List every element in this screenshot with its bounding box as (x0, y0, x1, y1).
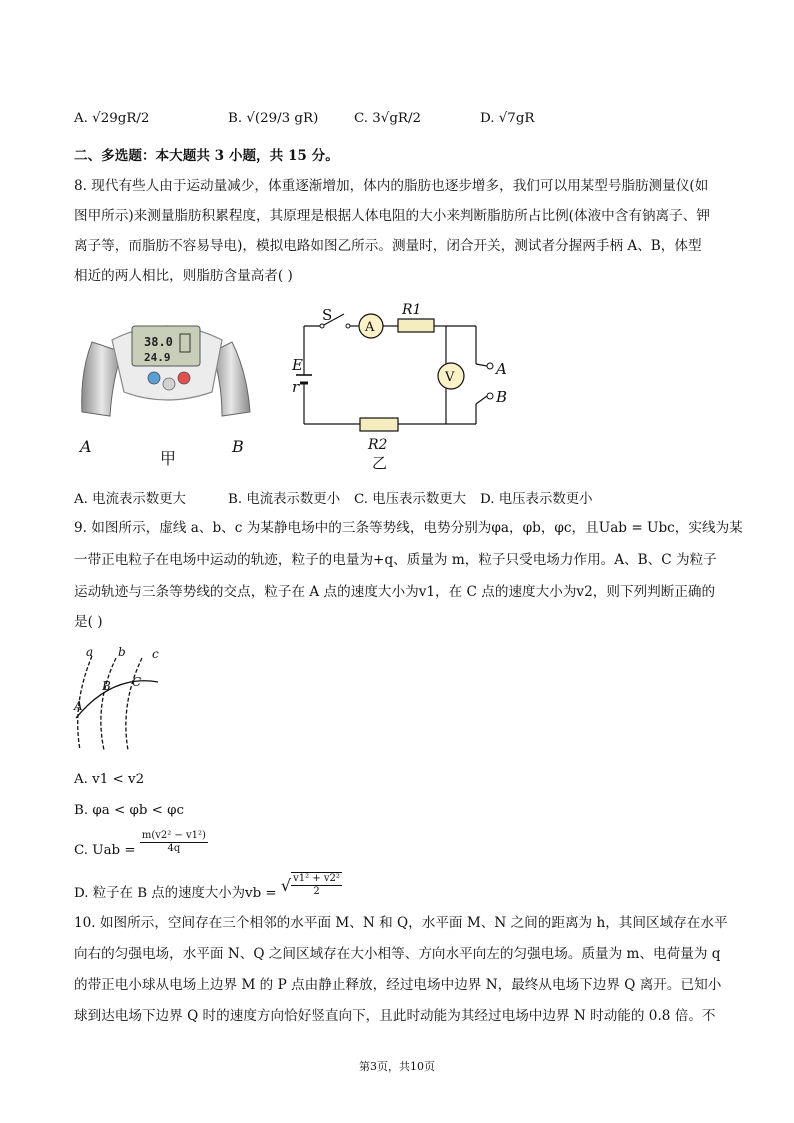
circuit-figure (286, 300, 516, 480)
q8-line-4: 相近的两人相比，则脂肪含量高者( ) (74, 268, 293, 284)
fig-caption-jia: 甲 (160, 449, 177, 468)
terminal-a-label: A (496, 360, 507, 378)
q7-option-a: A. √29gR/2 (74, 111, 150, 126)
point-b-label: B (102, 679, 111, 693)
q9-d-denominator: 2 (313, 886, 320, 897)
internal-r-label: r (292, 378, 300, 396)
r1-label: R1 (402, 302, 422, 318)
q8-option-d: D. 电压表示数更小 (480, 492, 593, 507)
q10-line-1: 10. 如图所示，空间存在三个相邻的水平面 M、N 和 Q，水平面 M、N 之间的距离为 h，其间区域存在水平 (74, 915, 728, 931)
q9-d-numerator: v1² + v2² (293, 873, 340, 884)
q8-line-2: 图甲所示)来测量脂肪积累程度，其原理是根据人体电阻的大小来判断脂肪所占比例(体液中含有钠离子、钾 (74, 208, 710, 224)
section-heading: 二、多选题：本大题共 3 小题，共 15 分。 (74, 148, 339, 164)
fig-label-b: B (232, 437, 244, 456)
point-a-label: A (74, 699, 83, 713)
ammeter-label: A (365, 320, 375, 335)
switch-label: S (322, 306, 333, 324)
q10-line-4: 球到达电场下边界 Q 时的速度方向恰好竖直向下，且此时动能为其经过电场中边界 N 时动能的 0.8 倍。不 (74, 1008, 716, 1024)
q9-option-d: D. 粒子在 B 点的速度大小为vb = √ $\frac{\text{v1² + v2²}}{2}$ (74, 873, 340, 901)
q8-line-3: 离子等，而脂肪不容易导电)，模拟电路如图乙所示。测量时，闭合开关，测试者分握两手柄 A、B，体型 (74, 238, 702, 254)
q10-line-3: 的带正电小球从电场上边界 M 的 P 点由静止释放，经过电场中边界 N，最终从电场下边界 Q 离开。已知小 (74, 977, 722, 993)
line-a-label: a (86, 645, 94, 659)
r2-label: R2 (368, 437, 388, 453)
circuit-caption: 乙 (372, 454, 388, 472)
q9-line-2: 一带正电粒子在电场中运动的轨迹，粒子的电量为+q、质量为 m，粒子只受电场力作用。A、B、C 为粒子 (74, 552, 717, 568)
equipotential-figure (72, 644, 172, 756)
q8-option-b: B. 电流表示数更小 (228, 492, 341, 507)
q8-line-1: 8. 现代有些人由于运动量减少，体重逐渐增加，体内的脂肪也逐步增多，我们可以用某型号脂肪测量仪(如 (74, 178, 709, 194)
q9-line-1: 9. 如图所示，虚线 a、b、c 为某静电场中的三条等势线，电势分别为φa，φb，φc，且Uab = Ubc，实线为某 (74, 520, 743, 536)
fig-label-a: A (80, 437, 92, 456)
page-number: 第3页，共10页 (359, 1060, 435, 1073)
line-b-label: b (118, 645, 126, 659)
q9-line-4: 是( ) (74, 614, 103, 630)
point-c-label: C (132, 675, 142, 689)
q9-option-c: C. Uab = $\frac{\text{m(v2² − v1²)}}{4q}$ (74, 830, 206, 858)
device-readout-1: 38.0 (144, 335, 173, 349)
q9-line-3: 运动轨迹与三条等势线的交点，粒子在 A 点的速度大小为v1，在 C 点的速度大小为v2，则下列判断正确的 (74, 584, 716, 600)
voltmeter-label: V (445, 370, 455, 385)
q7-option-b: B. √(29/3 gR) (228, 111, 319, 126)
q9-c-denominator: 4q (167, 843, 181, 854)
q9-option-a: A. v1 < v2 (74, 772, 145, 787)
q9-c-numerator: m(v2² − v1²) (141, 830, 206, 841)
q7-option-d: D. √7gR (480, 111, 535, 126)
terminal-b-label: B (496, 388, 508, 406)
device-readout-2: 24.9 (144, 351, 171, 364)
q7-option-c: C. 3√gR/2 (354, 111, 422, 126)
line-c-label: c (152, 647, 159, 661)
q10-line-2: 向右的匀强电场，水平面 N、Q 之间区域存在大小相等、方向水平向左的匀强电场。质量为 m、电荷量为 q (74, 946, 721, 962)
emf-label: E (292, 356, 303, 374)
q8-option-a: A. 电流表示数更大 (74, 492, 186, 507)
q9-option-b: B. φa < φb < φc (74, 803, 185, 818)
q8-option-c: C. 电压表示数更大 (354, 492, 467, 507)
fat-meter-figure (72, 312, 272, 472)
